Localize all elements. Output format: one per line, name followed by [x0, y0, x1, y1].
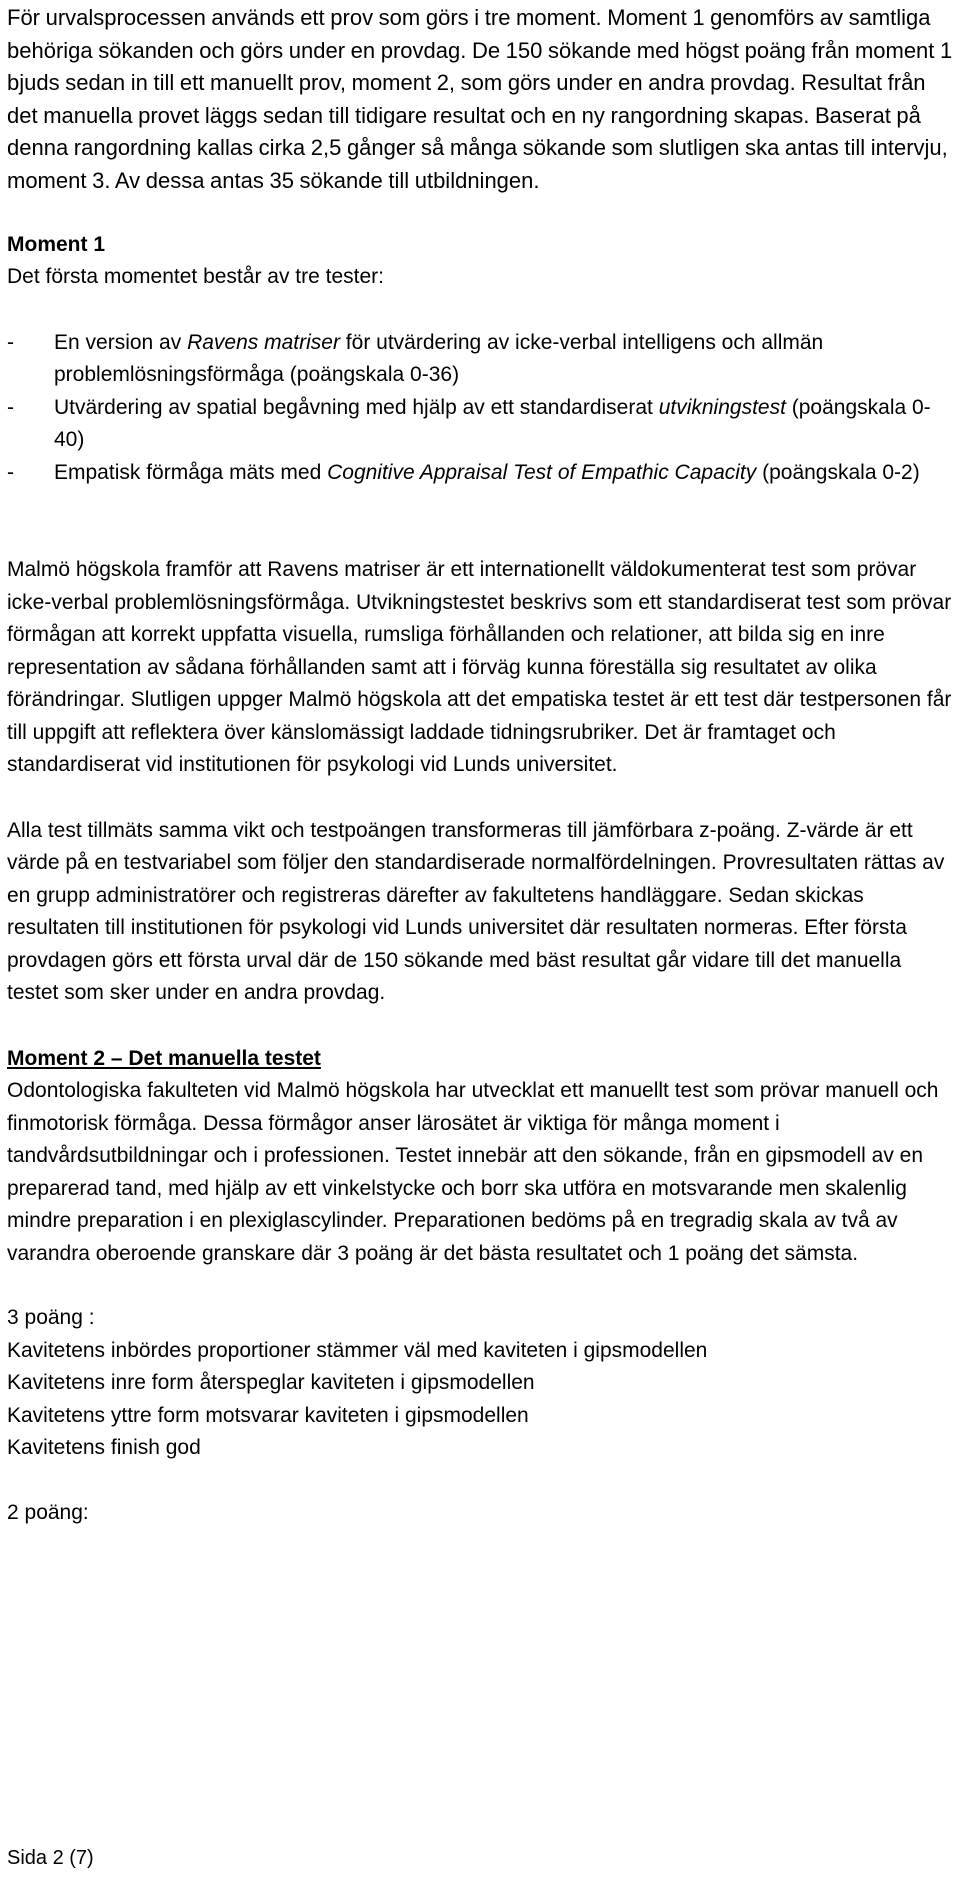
list-item-emphasis: Ravens matriser [187, 330, 340, 354]
list-item-emphasis: Cognitive Appraisal Test of Empathic Capacity [327, 460, 757, 484]
score-3-line: Kavitetens inre form återspeglar kaviteten i gipsmodellen [7, 1371, 535, 1395]
list-item [7, 457, 955, 490]
moment1-test-list [7, 327, 955, 490]
moment1-lead: Det första momentet består av tre tester: [7, 265, 384, 289]
moment1-heading: Moment 1 [7, 232, 106, 256]
list-dash: - [7, 330, 14, 354]
list-item [7, 392, 955, 457]
list-item-text-pre: En version av [54, 330, 188, 354]
score-3-line: Kavitetens finish god [7, 1436, 201, 1460]
document-page [7, 0, 955, 1529]
document-body [7, 229, 955, 1530]
moment1-paragraph-1: Malmö högskola framför att Ravens matriser är ett internationellt väldokumenterat test som prövar icke-verbal problemlösningsförmåga. Utvikningstestet beskrivs som ett standardiserat test som prövar förmågan att korrekt uppfatta visuella, rumsliga förhållanden och relationer, att bilda sig en inre representation av sådana förhållanden samt att i förväg kunna föreställa sig resultatet av olika förändringar. Slutligen uppger Malmö högskola att det empatiska testet är ett test där testpersonen får till uppgift att reflektera över känslomässigt laddade tidningsrubriker. Det är framtaget och standardiserat vid institutionen för psykologi vid Lunds universitet. [7, 558, 952, 777]
list-item-text-pre: Utvärdering av spatial begåvning med hjälp av ett standardiserat [54, 395, 659, 419]
list-dash: - [7, 460, 14, 484]
list-item-text-post: (poängskala 0-2) [756, 460, 920, 484]
score-3-block [7, 1302, 955, 1465]
page-number: Sida 2 (7) [7, 1847, 94, 1869]
moment1-section [7, 229, 955, 1010]
intro-sentence-1: För urvalsprocessen används ett prov som görs i tre moment. Moment 1 genomförs av samtliga behöriga sökanden och görs under en provdag. De 150 sökande med högst poäng från moment 1 bjuds sedan in till ett manuellt prov, moment 2, som görs under en andra provdag. Resultat från det manuella provet läggs sedan till tidigare resultat och en ny rangordning skapas. [7, 5, 953, 128]
score-3-label: 3 poäng : [7, 1306, 95, 1330]
list-dash: - [7, 395, 14, 419]
list-item-text-post: för utvärdering av icke-verbal intelligens och allmän problemlösningsförmåga (poängskala 0-36) [54, 330, 824, 387]
moment1-paragraph-2: Alla test tillmäts samma vikt och testpoängen transformeras till jämförbara z-poäng. Z-värde är ett värde på en testvariabel som följer den standardiserade normalfördelningen. Provresultaten rättas av en grupp administratörer och registreras därefter av fakultetens handläggare. Sedan skickas resultaten till institutionen för psykologi vid Lunds universitet där resultaten normeras. Efter första provdagen görs ett första urval där de 150 sökande med bäst resultat går vidare till det manuella testet som sker under en andra provdag. [7, 818, 945, 1005]
moment2-heading: Moment 2 – Det manuella testet [7, 1046, 321, 1070]
moment2-paragraph: Odontologiska fakulteten vid Malmö högskola har utvecklat ett manuellt test som prövar manuell och finmotorisk förmåga. Dessa förmågor anser lärosätet är viktiga för många moment i tandvårdsutbildningar och i professionen. Testet innebär att den sökande, från en gipsmodell av en preparerad tand, med hjälp av ett vinkelstycke och borr ska utföra en motsvarande men skalenlig mindre preparation i en plexiglascylinder. Preparationen bedöms på en tregradig skala av två av varandra oberoende granskare där 3 poäng är det bästa resultatet och 1 poäng det sämsta. [7, 1079, 939, 1265]
score-2-block [7, 1497, 955, 1530]
list-item-emphasis: utvikningstest [658, 395, 786, 419]
list-item-text-post: (poängskala 0-40) [54, 395, 931, 452]
list-item [7, 327, 955, 392]
score-2-label: 2 poäng: [7, 1500, 89, 1524]
score-3-line: Kavitetens inbördes proportioner stämmer väl med kaviteten i gipsmodellen [7, 1338, 708, 1362]
score-3-line: Kavitetens yttre form motsvarar kaviteten i gipsmodellen [7, 1403, 529, 1427]
intro-sentence-2: Baserat på denna rangordning kallas cirka 2,5 gånger så många sökande som slutligen ska antas till intervju, moment 3. Av dessa antas 35 sökande till utbildningen. [7, 102, 948, 193]
intro-paragraph [7, 0, 955, 198]
moment2-section [7, 1043, 955, 1530]
list-item-text-pre: Empatisk förmåga mäts med [54, 460, 328, 484]
